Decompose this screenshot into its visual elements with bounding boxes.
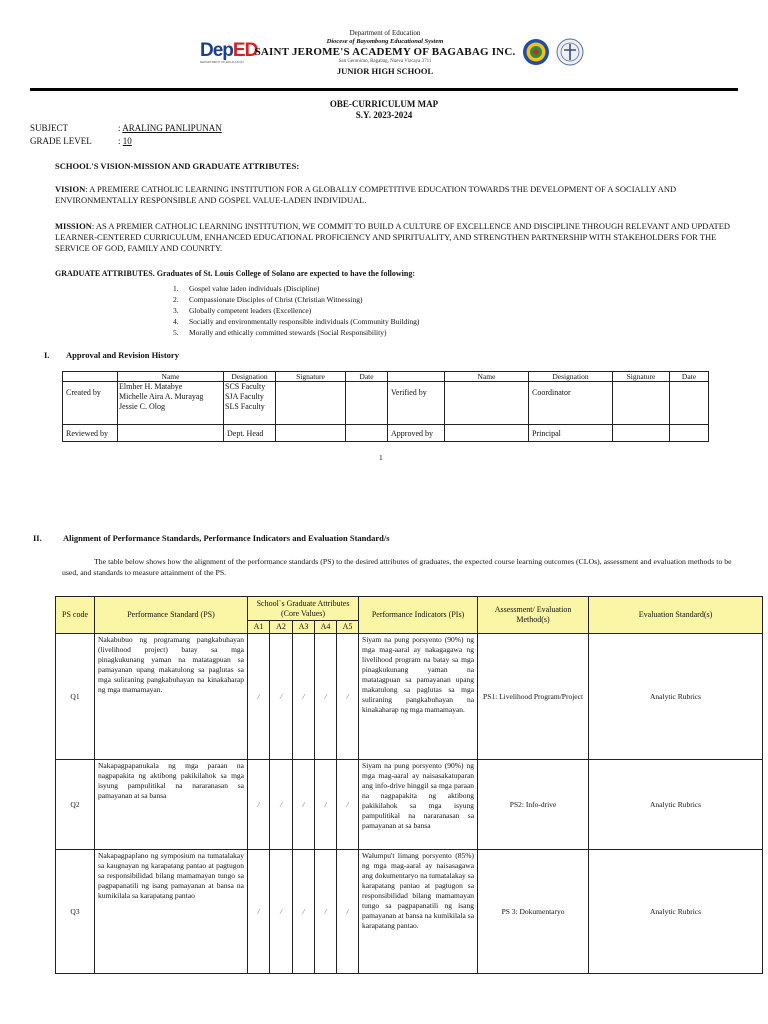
verifier-name-cell[interactable] (445, 382, 529, 425)
school-name: SAINT JEROME'S ACADEMY OF BAGABAG INC. (254, 46, 516, 58)
ps-code-cell: Q1 (56, 634, 95, 760)
ga-heading: GRADUATE ATTRIBUTES. Graduates of St. Louis College of Solano are expected to have the following: (55, 269, 416, 278)
grade-value: 10 (122, 136, 132, 146)
table-row (63, 382, 709, 425)
grade-label: GRADE LEVEL (30, 136, 92, 146)
vision-text: : A PREMIERE CATHOLIC LEARNING INSTITUTION FOR A GLOBALLY COMPETITIVE EDUCATION TOWARDS THE DEVELOPMENT OF A SOCIALLY AND ENVIRONMENTALLY RESPONSIBLE AND GOSPEL VALUE-LADEN INDIVIDUAL. (55, 184, 677, 205)
attribute-mark: / (248, 634, 270, 760)
ps-code-cell: Q3 (56, 850, 95, 974)
page-number: 1 (379, 453, 383, 462)
approved-by-label: Approved by (388, 425, 445, 442)
grade-row: GRADE LEVEL : 10 (30, 136, 132, 146)
reviewer-name-cell[interactable] (118, 425, 224, 442)
table-row (56, 850, 763, 974)
col-assessment-method: Assessment/ Evaluation Method(s) (478, 597, 589, 634)
subject-label: SUBJECT (30, 123, 69, 133)
col-a4: A4 (315, 621, 337, 634)
school-seal-icon (522, 38, 550, 66)
assessment-cell: PS2: Info-drive (478, 760, 589, 850)
table-header-row (56, 597, 763, 621)
subject-row: SUBJECT : ARALING PANLIPUNAN (30, 123, 222, 133)
col-a5: A5 (337, 621, 359, 634)
attribute-mark: / (337, 850, 359, 974)
assessment-cell: PS 3: Dokumentaryo (478, 850, 589, 974)
assessment-cell: PS1: Livelihood Program/Project (478, 634, 589, 760)
evaluation-cell: Analytic Rubrics (589, 850, 763, 974)
school-year: S.Y. 2023-2024 (355, 110, 413, 120)
ps-cell: Nakapagpapanukala ng mga paraan na nagpapakita ng aktibong pakikilahok sa mga isyung pampulitikal na nararanasan sa pamayanan at sa bansa (95, 760, 248, 850)
attribute-mark: / (337, 760, 359, 850)
title-line-1: OBE-CURRICULUM MAP (329, 99, 439, 109)
vision-label: VISION (55, 184, 86, 194)
table-row: Name Designation Signature Date Name Designation Signature Date (63, 372, 709, 382)
col-evaluation-standard: Evaluation Standard(s) (589, 597, 763, 634)
list-item: 2. Compassionate Disciples of Christ (Christian Witnessing) (173, 295, 363, 304)
deped-logo: DepED DEPARTMENT OF EDUCATION (200, 40, 258, 64)
list-item: 1. Gospel value laden individuals (Discipline) (173, 284, 320, 293)
attribute-mark: / (293, 634, 315, 760)
attribute-mark: / (315, 760, 337, 850)
mission-text: : AS A PREMIER CATHOLIC LEARNING INSTITUTION, WE COMMIT TO BUILD A CULTURE OF EXCELLENCE AND DISCIPLINE THROUGH RELEVANT AND UPDATED LEARNER-CENTERED CURRICULUM, ENHANCED EDUCATIONAL PROFICIENCY AND SPIRITUALITY, AND STRENGTHEN PARTNERSHIP WITH STAKEHOLDERS FOR THE SERVICE OF GOD, FAMILY AND COUNRTY. (55, 221, 731, 253)
document-title (0, 99, 768, 121)
reviewed-by-label: Reviewed by (63, 425, 118, 442)
list-item: 4. Socially and environmentally responsible individuals (Community Building) (173, 317, 420, 326)
letterhead-text (240, 29, 530, 76)
attribute-mark: / (293, 850, 315, 974)
created-by-label: Created by (63, 382, 118, 425)
attribute-mark: / (248, 850, 270, 974)
attribute-mark: / (315, 850, 337, 974)
section-2-intro: The table below shows how the alignment of the performance standards (PS) to the desired attributes of graduates, the expected course learning outcomes (CLOs), assessment and evaluation methods to be used, and standards to measure attainment of the PS. (62, 557, 732, 577)
dept-head-label: Dept. Head (224, 425, 276, 442)
col-a3: A3 (293, 621, 315, 634)
col-a2: A2 (270, 621, 293, 634)
header-rule (30, 88, 738, 91)
creator-names: Elmher H. Matabye Michelle Aira A. Murayag Jessie C. Olog (118, 382, 224, 425)
evaluation-cell: Analytic Rubrics (589, 760, 763, 850)
approver-signature-cell[interactable] (613, 425, 670, 442)
list-item: 5. Morally and ethically committed stewards (Social Responsibility) (173, 328, 387, 337)
graduate-attributes-list (173, 283, 419, 338)
table-row (56, 634, 763, 760)
approval-table (62, 371, 709, 442)
coordinator-label: Coordinator (529, 382, 613, 425)
school-level: JUNIOR HIGH SCHOOL (336, 66, 434, 76)
diocese-name: Diocese of Bayombong Educational System (326, 38, 444, 45)
vmga-heading: SCHOOL'S VISION-MISSION AND GRADUATE ATTRIBUTES: (55, 161, 300, 171)
principal-label: Principal (529, 425, 613, 442)
pi-cell: Walumpu't limang porsyento (85%) ng mga mag-aaral ay naisasagawa ang dokumentaryo na tumatalakay sa karapatang pantao at pagtugon sa responsibilidad bilang mamamayan tungo sa pagpapanatili ng isang pamayanan at bansa na kumikilala sa karapatang pantao. (359, 850, 478, 974)
attribute-mark: / (270, 760, 293, 850)
col-graduate-attributes: School`s Graduate Attributes (Core Values) (248, 597, 359, 621)
ps-cell: Nakapagpaplano ng symposium na tumatalakay sa kaugnayan ng karapatang pantao at pagtugon sa responsibilidad bilang mamamayan tungo sa pagpapanatili ng isang pamayanan at bansa na kumikilala sa karapatang pantao (95, 850, 248, 974)
col-performance-indicators: Performance Indicators (PIs) (359, 597, 478, 634)
col-performance-standard: Performance Standard (PS) (95, 597, 248, 634)
ps-code-cell: Q2 (56, 760, 95, 850)
letterhead (0, 0, 768, 86)
reviewer-date-cell[interactable] (346, 425, 388, 442)
attribute-mark: / (270, 850, 293, 974)
approver-name-cell[interactable] (445, 425, 529, 442)
attribute-mark: / (248, 760, 270, 850)
attribute-mark: / (270, 634, 293, 760)
creator-signature-cell[interactable] (276, 382, 346, 425)
attribute-mark: / (315, 634, 337, 760)
mission-label: MISSION (55, 221, 92, 231)
list-item: 3. Globally competent leaders (Excellence) (173, 306, 312, 315)
subject-value: ARALING PANLIPUNAN (122, 123, 222, 133)
col-a1: A1 (248, 621, 270, 634)
creator-date-cell[interactable] (346, 382, 388, 425)
verified-by-label: Verified by (388, 382, 445, 425)
table-row (63, 425, 709, 442)
pi-cell: Siyam na pung porsyento (90%) ng mga mag-aaral ay nakagagawa ng livelihood program na batay sa mga pinagkukunang yaman na matatagpuan sa pamayanan upang makatulong sa paglutas sa mga suliraning pangkabuhayan na kinakaharap ng mga mamamayan. (359, 634, 478, 760)
table-row (56, 760, 763, 850)
attribute-mark: / (293, 760, 315, 850)
department-name: Department of Education (349, 29, 421, 37)
section-1-heading: I. Approval and Revision History (44, 350, 179, 360)
vision-paragraph (55, 184, 743, 206)
approver-date-cell[interactable] (670, 425, 709, 442)
pi-cell: Siyam na pung porsyento (90%) ng mga mag-aaral ay naisasakatuparan ang info-drive hinggil sa mga paraan na nagpapakita ng aktibong pakikilahok sa mga isyung pampulitikal na nararanasan sa pamayanan at sa bansa (359, 760, 478, 850)
mission-paragraph (55, 221, 743, 254)
school-address: San Geronimo, Bagabag, Nueva Vizcaya 3711 (338, 59, 432, 64)
evaluation-cell: Analytic Rubrics (589, 634, 763, 760)
diocese-seal-icon (556, 38, 584, 66)
section-2-heading: II. Alignment of Performance Standards, Performance Indicators and Evaluation Standard/s (33, 533, 390, 543)
creator-designations: SCS Faculty SJA Faculty SLS Faculty (224, 382, 276, 425)
col-ps-code: PS code (56, 597, 95, 634)
reviewer-signature-cell[interactable] (276, 425, 346, 442)
ps-cell: Nakabubuo ng programang pangkabuhayan (livelihood project) batay sa mga pinagkukunang yaman na matatagpuan sa pamayanan upang makatulong sa paglutas sa mga suliraning pangkabuhayan na kinakaharap ng mga mamamayan. (95, 634, 248, 760)
verifier-signature-cell[interactable] (613, 382, 670, 425)
alignment-table (55, 596, 763, 974)
verifier-date-cell[interactable] (670, 382, 709, 425)
attribute-mark: / (337, 634, 359, 760)
deped-logo-subtitle: DEPARTMENT OF EDUCATION (200, 60, 244, 64)
